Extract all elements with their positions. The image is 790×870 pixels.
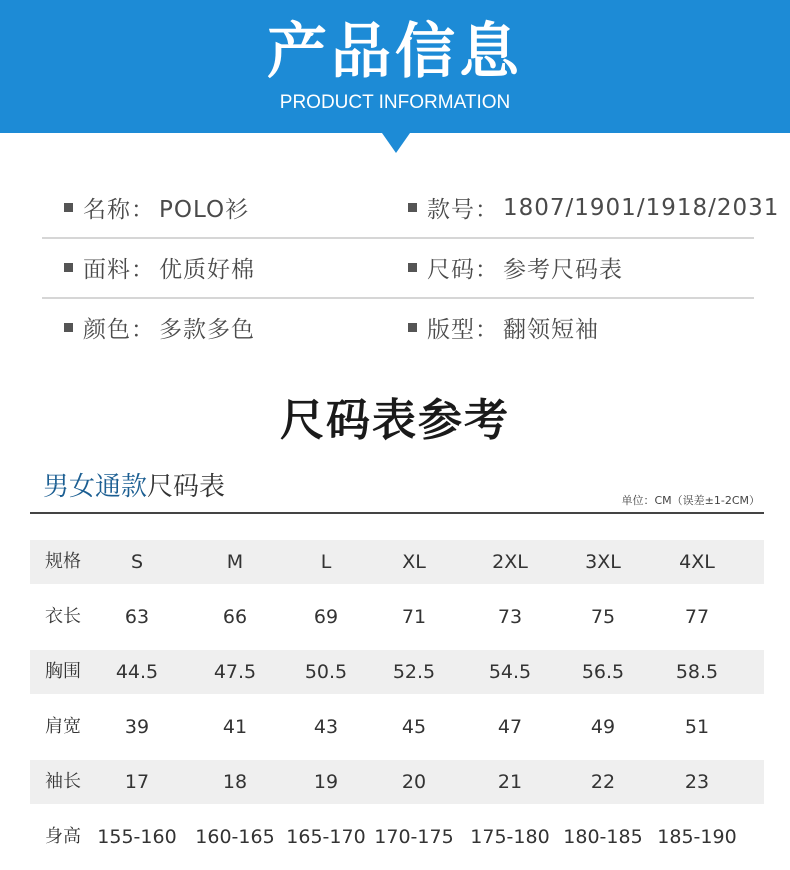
unit-note: 单位：CM（误差±1-2CM）: [621, 494, 760, 507]
table-cell: 75: [590, 606, 616, 628]
table-cell: 51: [684, 716, 710, 738]
table-cell: 39: [124, 716, 150, 738]
table-header-cell: 2XL: [492, 551, 528, 573]
table-row: [30, 760, 764, 804]
table-heading-rest: 尺码表: [147, 472, 226, 502]
table-cell: 155-160: [97, 826, 177, 848]
table-cell-label: 袖长: [45, 771, 81, 792]
square-bullet-icon: [64, 203, 73, 212]
table-heading: [43, 470, 225, 504]
table-cell-label: 身高: [45, 826, 81, 847]
table-cell: 47.5: [213, 661, 257, 683]
info-item-style-no: [408, 178, 779, 237]
square-bullet-icon: [64, 263, 73, 272]
info-row: [42, 298, 754, 357]
info-value: 参考尺码表: [503, 257, 623, 283]
info-row: [42, 178, 780, 239]
info-item-fit: [408, 298, 599, 357]
table-cell-label: 肩宽: [45, 716, 81, 737]
table-cell: 19: [313, 771, 339, 793]
info-key: 名称：: [83, 197, 155, 223]
table-row: [30, 815, 764, 859]
square-bullet-icon: [408, 323, 417, 332]
size-table: [30, 540, 764, 870]
table-cell: 63: [124, 606, 150, 628]
table-cell: 54.5: [488, 661, 532, 683]
table-row: [30, 705, 764, 749]
header-title: 产品信息: [267, 17, 523, 87]
table-cell: 23: [684, 771, 710, 793]
table-header-cell: L: [320, 551, 332, 573]
info-value: 多款多色: [159, 317, 255, 343]
table-cell: 77: [684, 606, 710, 628]
table-header-cell: 4XL: [679, 551, 715, 573]
table-cell: 175-180: [470, 826, 550, 848]
table-heading-highlight: 男女通款: [43, 472, 148, 502]
table-cell: 20: [401, 771, 427, 793]
table-cell: 66: [222, 606, 248, 628]
info-key: 面料：: [83, 257, 155, 283]
table-cell: 71: [401, 606, 427, 628]
table-cell: 44.5: [115, 661, 159, 683]
table-cell: 22: [590, 771, 616, 793]
table-cell: 180-185: [563, 826, 643, 848]
table-cell-label: 胸围: [45, 661, 81, 682]
header-pointer-arrow: [382, 133, 410, 153]
table-cell: 43: [313, 716, 339, 738]
table-cell: 170-175: [374, 826, 454, 848]
square-bullet-icon: [408, 203, 417, 212]
table-row: [30, 595, 764, 639]
table-cell: 21: [497, 771, 523, 793]
table-cell-label: 衣长: [45, 606, 81, 627]
table-row: [30, 650, 764, 694]
header-subtitle: PRODUCT INFORMATION: [279, 92, 511, 113]
table-cell: 160-165: [195, 826, 275, 848]
table-cell: 45: [401, 716, 427, 738]
table-header-cell: 3XL: [585, 551, 621, 573]
table-header-row: [30, 540, 764, 584]
square-bullet-icon: [408, 263, 417, 272]
info-key: 版型：: [427, 317, 499, 343]
table-cell: 69: [313, 606, 339, 628]
table-cell: 52.5: [392, 661, 436, 683]
info-value: 优质好棉: [159, 257, 255, 283]
table-cell: 165-170: [286, 826, 366, 848]
divider: [30, 512, 764, 514]
section-title: 尺码表参考: [280, 395, 510, 446]
table-cell: 47: [497, 716, 523, 738]
table-cell: 50.5: [304, 661, 348, 683]
header-banner: [0, 0, 790, 133]
info-key: 尺码：: [427, 257, 499, 283]
table-header-cell: M: [226, 551, 244, 573]
table-cell: 17: [124, 771, 150, 793]
info-item-name: [64, 178, 249, 237]
table-cell: 41: [222, 716, 248, 738]
table-header-cell: XL: [402, 551, 426, 573]
info-item-fabric: [64, 238, 255, 297]
info-key: 款号：: [427, 197, 499, 223]
info-row: [42, 238, 754, 299]
table-cell: 73: [497, 606, 523, 628]
info-value: 1807/1901/1918/2031: [503, 194, 780, 221]
info-key: 颜色：: [83, 317, 155, 343]
square-bullet-icon: [64, 323, 73, 332]
table-cell: 185-190: [657, 826, 737, 848]
table-cell-label: 规格: [45, 551, 81, 572]
table-cell: 49: [590, 716, 616, 738]
info-value: POLO衫: [159, 197, 250, 223]
info-value: 翻领短袖: [503, 317, 599, 343]
table-header-cell: S: [130, 551, 144, 573]
table-cell: 58.5: [675, 661, 719, 683]
info-item-size: [408, 238, 623, 297]
table-cell: 56.5: [581, 661, 625, 683]
info-item-color: [64, 298, 255, 357]
table-cell: 18: [222, 771, 248, 793]
